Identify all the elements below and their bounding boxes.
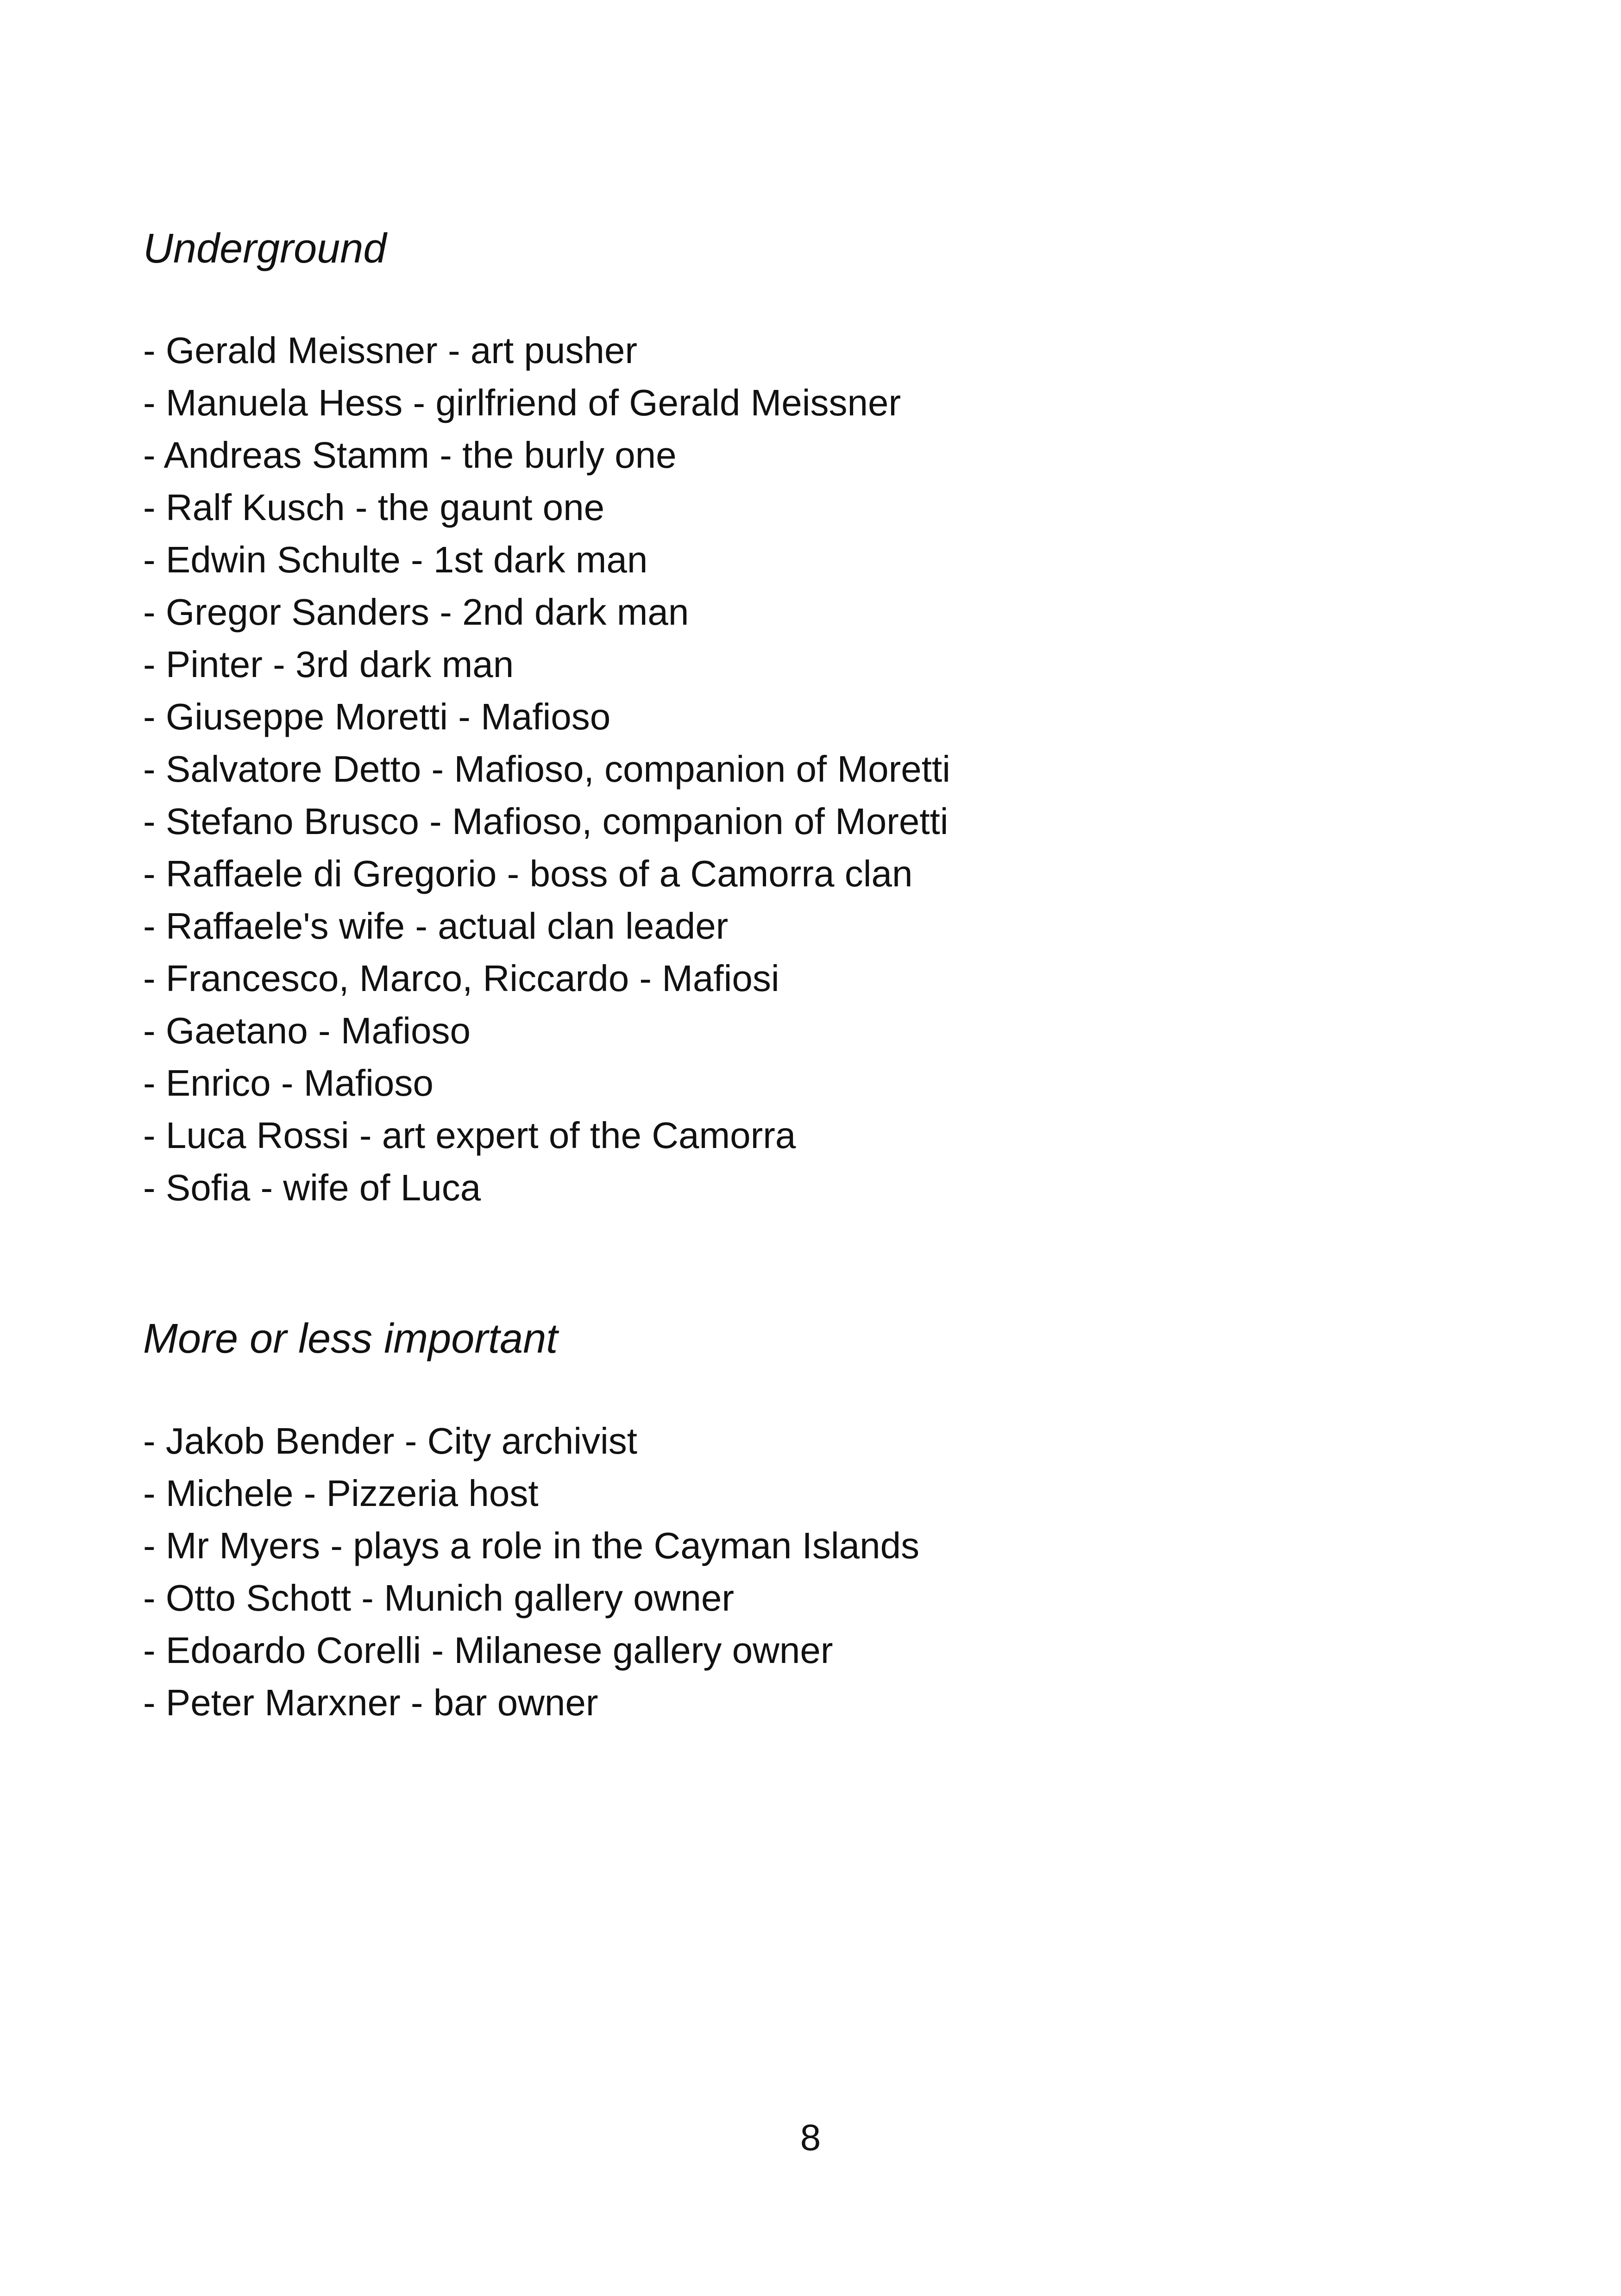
list-item: - Gerald Meissner - art pusher bbox=[143, 330, 638, 371]
page-number: 8 bbox=[800, 2117, 821, 2158]
list-item: - Gaetano - Mafioso bbox=[143, 1010, 471, 1051]
list-item: - Peter Marxner - bar owner bbox=[143, 1682, 598, 1723]
section-heading-underground: Underground bbox=[143, 226, 387, 272]
list-item: - Manuela Hess - girlfriend of Gerald Meissner bbox=[143, 382, 901, 423]
list-item: - Giuseppe Moretti - Mafioso bbox=[143, 696, 611, 737]
list-item: - Enrico - Mafioso bbox=[143, 1062, 434, 1104]
list-item: - Salvatore Detto - Mafioso, companion of Moretti bbox=[143, 748, 950, 790]
character-list-underground bbox=[143, 324, 950, 1214]
list-item: - Pinter - 3rd dark man bbox=[143, 644, 514, 685]
list-item: - Mr Myers - plays a role in the Cayman Islands bbox=[143, 1525, 920, 1566]
list-item: - Edwin Schulte - 1st dark man bbox=[143, 539, 648, 580]
list-item: - Andreas Stamm - the burly one bbox=[143, 434, 677, 476]
list-item: - Edoardo Corelli - Milanese gallery owner bbox=[143, 1630, 833, 1671]
list-item: - Jakob Bender - City archivist bbox=[143, 1420, 638, 1462]
list-item: - Francesco, Marco, Riccardo - Mafiosi bbox=[143, 958, 779, 999]
character-list-more-or-less-important bbox=[143, 1415, 919, 1729]
list-item: - Raffaele's wife - actual clan leader bbox=[143, 905, 729, 947]
list-item: - Stefano Brusco - Mafioso, companion of Moretti bbox=[143, 801, 949, 842]
list-item: - Michele - Pizzeria host bbox=[143, 1473, 539, 1514]
list-item: - Ralf Kusch - the gaunt one bbox=[143, 487, 605, 528]
list-item: - Otto Schott - Munich gallery owner bbox=[143, 1577, 735, 1618]
list-item: - Sofia - wife of Luca bbox=[143, 1167, 481, 1208]
section-heading-more-or-less-important: More or less important bbox=[143, 1316, 558, 1362]
list-item: - Raffaele di Gregorio - boss of a Camorra clan bbox=[143, 853, 913, 894]
list-item: - Gregor Sanders - 2nd dark man bbox=[143, 591, 689, 633]
list-item: - Luca Rossi - art expert of the Camorra bbox=[143, 1115, 796, 1156]
